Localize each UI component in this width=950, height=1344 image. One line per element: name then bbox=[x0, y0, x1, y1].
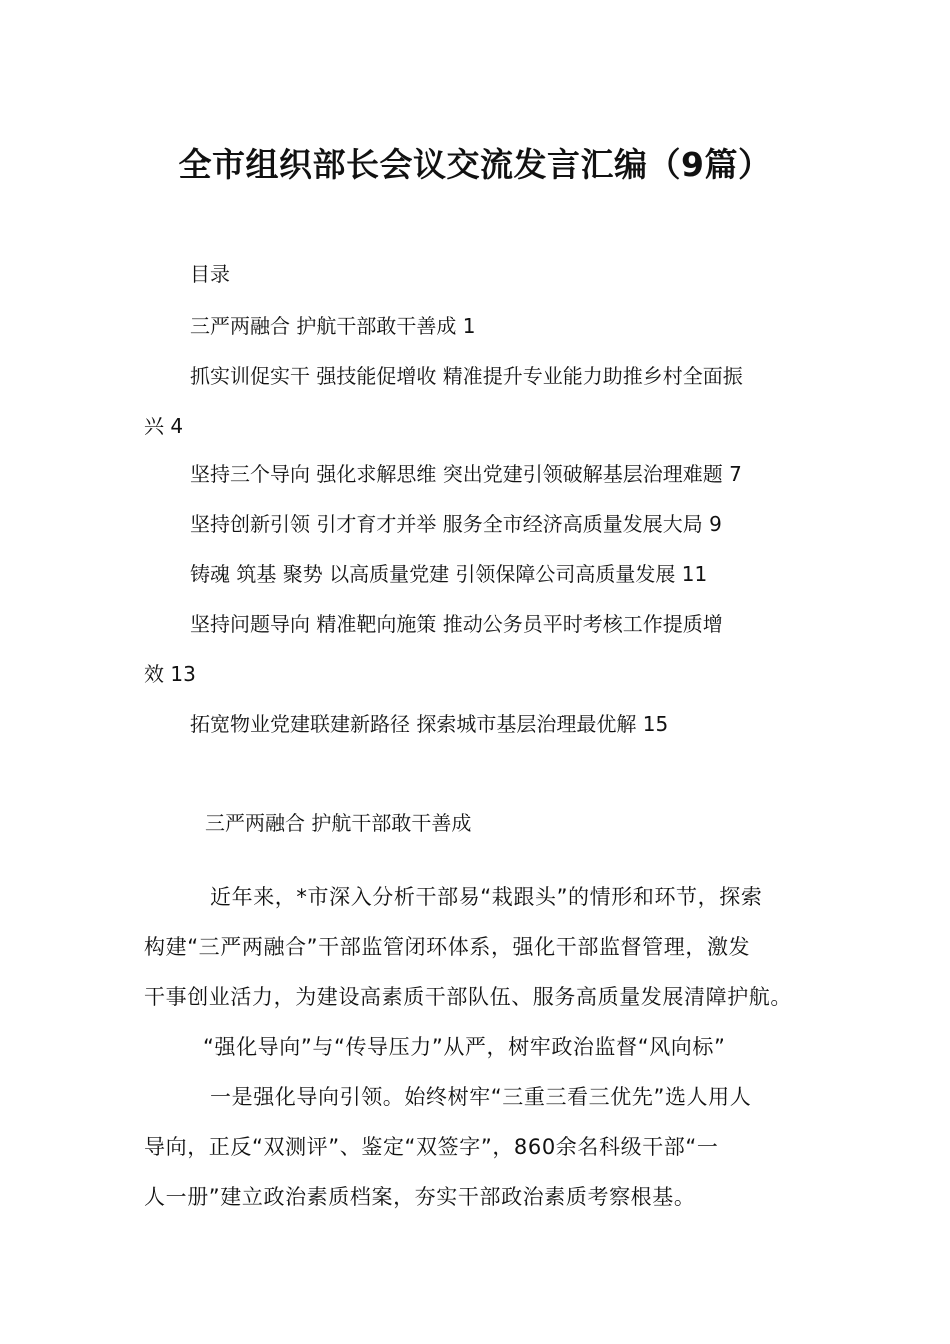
paragraph-line: 近年来，*市深入分析干部易“栽跟头”的情形和环节，探索 bbox=[210, 885, 763, 909]
toc-entry[interactable]: 抓实训促实干 强技能促增收 精准提升专业能力助推乡村全面振 bbox=[190, 364, 743, 388]
toc-entry[interactable]: 坚持三个导向 强化求解思维 突出党建引领破解基层治理难题 7 bbox=[190, 462, 742, 486]
document-title: 全市组织部长会议交流发言汇编（9篇） bbox=[178, 145, 772, 184]
toc-entry[interactable]: 坚持问题导向 精准靶向施策 推动公务员平时考核工作提质增 bbox=[190, 612, 723, 636]
section-heading: 三严两融合 护航干部敢干善成 bbox=[205, 811, 472, 835]
toc-entry-continuation[interactable]: 兴 4 bbox=[144, 414, 184, 438]
toc-entry[interactable]: 三严两融合 护航干部敢干善成 1 bbox=[190, 314, 476, 338]
paragraph-line: 干事创业活力，为建设高素质干部队伍、服务高质量发展清障护航。 bbox=[144, 985, 792, 1009]
subheading-line: “强化导向”与“传导压力”从严，树牢政治监督“风向标” bbox=[203, 1035, 726, 1059]
toc-entry[interactable]: 拓宽物业党建联建新路径 探索城市基层治理最优解 15 bbox=[190, 712, 669, 736]
paragraph-line: 人一册”建立政治素质档案，夯实干部政治素质考察根基。 bbox=[144, 1185, 696, 1209]
paragraph-line: 构建“三严两融合”干部监管闭环体系，强化干部监督管理，激发 bbox=[144, 935, 751, 959]
paragraph-line: 一是强化导向引领。始终树牢“三重三看三优先”选人用人 bbox=[210, 1085, 752, 1109]
toc-entry[interactable]: 坚持创新引领 引才育才并举 服务全市经济高质量发展大局 9 bbox=[190, 512, 722, 536]
toc-entry[interactable]: 铸魂 筑基 聚势 以高质量党建 引领保障公司高质量发展 11 bbox=[190, 562, 708, 586]
paragraph-line: 导向，正反“双测评”、鉴定“双签字”，860余名科级干部“一 bbox=[144, 1135, 719, 1159]
toc-entry-continuation[interactable]: 效 13 bbox=[144, 662, 196, 686]
toc-heading: 目录 bbox=[190, 262, 230, 286]
